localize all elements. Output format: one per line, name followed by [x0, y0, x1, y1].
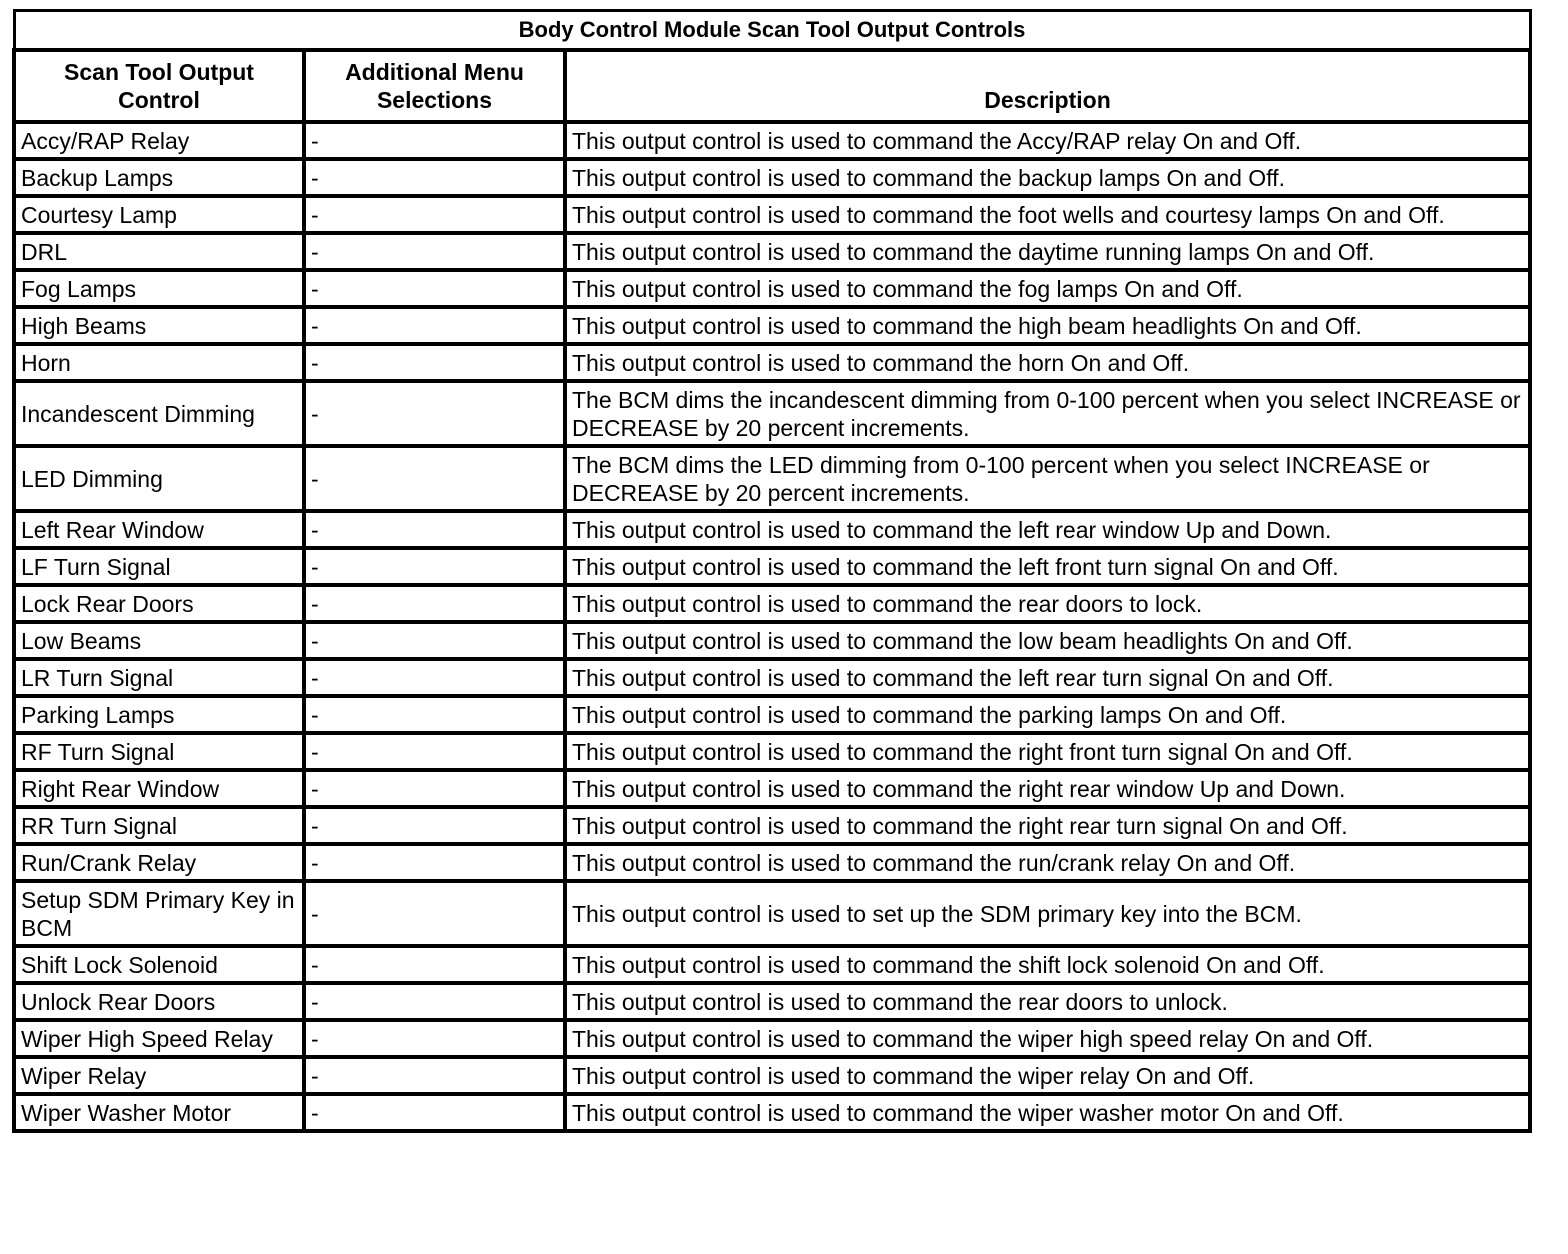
cell-control: Backup Lamps — [14, 159, 304, 196]
cell-menu: - — [304, 233, 565, 270]
table-row — [14, 446, 1530, 511]
cell-control: Incandescent Dimming — [14, 381, 304, 446]
output-controls-table — [12, 9, 1532, 1133]
cell-control: Low Beams — [14, 622, 304, 659]
cell-description: This output control is used to command the daytime running lamps On and Off. — [565, 233, 1530, 270]
cell-menu: - — [304, 733, 565, 770]
cell-control: Parking Lamps — [14, 696, 304, 733]
cell-control: RR Turn Signal — [14, 807, 304, 844]
cell-menu: - — [304, 1057, 565, 1094]
table-row — [14, 946, 1530, 983]
cell-menu: - — [304, 1020, 565, 1057]
cell-control: RF Turn Signal — [14, 733, 304, 770]
cell-control: LF Turn Signal — [14, 548, 304, 585]
cell-description: This output control is used to command the high beam headlights On and Off. — [565, 307, 1530, 344]
cell-menu: - — [304, 307, 565, 344]
cell-control: Courtesy Lamp — [14, 196, 304, 233]
cell-menu: - — [304, 159, 565, 196]
cell-description: The BCM dims the incandescent dimming from 0-100 percent when you select INCREASE or DECREASE by 20 percent increments. — [565, 381, 1530, 446]
table-row — [14, 585, 1530, 622]
cell-control: Wiper High Speed Relay — [14, 1020, 304, 1057]
cell-menu: - — [304, 983, 565, 1020]
table-row — [14, 844, 1530, 881]
header-row — [14, 50, 1530, 122]
table-row — [14, 881, 1530, 946]
cell-control: Setup SDM Primary Key in BCM — [14, 881, 304, 946]
cell-control: Left Rear Window — [14, 511, 304, 548]
cell-control: Unlock Rear Doors — [14, 983, 304, 1020]
cell-control: Run/Crank Relay — [14, 844, 304, 881]
cell-menu: - — [304, 696, 565, 733]
cell-menu: - — [304, 122, 565, 159]
cell-menu: - — [304, 770, 565, 807]
cell-description: This output control is used to command the rear doors to unlock. — [565, 983, 1530, 1020]
table-body — [14, 122, 1530, 1131]
cell-description: This output control is used to command the low beam headlights On and Off. — [565, 622, 1530, 659]
table-row — [14, 1020, 1530, 1057]
cell-menu: - — [304, 511, 565, 548]
cell-description: This output control is used to command the wiper relay On and Off. — [565, 1057, 1530, 1094]
cell-menu: - — [304, 659, 565, 696]
cell-control: LED Dimming — [14, 446, 304, 511]
cell-control: Horn — [14, 344, 304, 381]
header-control: Scan Tool Output Control — [14, 50, 304, 122]
cell-control: High Beams — [14, 307, 304, 344]
table-row — [14, 1094, 1530, 1131]
cell-description: This output control is used to command the foot wells and courtesy lamps On and Off. — [565, 196, 1530, 233]
cell-menu: - — [304, 196, 565, 233]
cell-control: Lock Rear Doors — [14, 585, 304, 622]
cell-description: This output control is used to command the backup lamps On and Off. — [565, 159, 1530, 196]
header-description: Description — [565, 50, 1530, 122]
cell-control: Accy/RAP Relay — [14, 122, 304, 159]
header-menu: Additional Menu Selections — [304, 50, 565, 122]
table-row — [14, 983, 1530, 1020]
cell-description: This output control is used to set up the SDM primary key into the BCM. — [565, 881, 1530, 946]
cell-control: Right Rear Window — [14, 770, 304, 807]
table-row — [14, 159, 1530, 196]
cell-menu: - — [304, 881, 565, 946]
cell-description: This output control is used to command the wiper washer motor On and Off. — [565, 1094, 1530, 1131]
cell-description: This output control is used to command the parking lamps On and Off. — [565, 696, 1530, 733]
cell-menu: - — [304, 270, 565, 307]
cell-description: The BCM dims the LED dimming from 0-100 percent when you select INCREASE or DECREASE by 20 percent increments. — [565, 446, 1530, 511]
cell-menu: - — [304, 807, 565, 844]
cell-description: This output control is used to command the rear doors to lock. — [565, 585, 1530, 622]
cell-description: This output control is used to command the Accy/RAP relay On and Off. — [565, 122, 1530, 159]
cell-control: Wiper Relay — [14, 1057, 304, 1094]
table-row — [14, 196, 1530, 233]
cell-menu: - — [304, 844, 565, 881]
cell-menu: - — [304, 344, 565, 381]
table-row — [14, 807, 1530, 844]
cell-description: This output control is used to command the run/crank relay On and Off. — [565, 844, 1530, 881]
table-row — [14, 381, 1530, 446]
cell-control: Fog Lamps — [14, 270, 304, 307]
cell-control: Wiper Washer Motor — [14, 1094, 304, 1131]
document — [12, 9, 1528, 1133]
table-row — [14, 270, 1530, 307]
cell-description: This output control is used to command the horn On and Off. — [565, 344, 1530, 381]
title-row — [14, 11, 1530, 51]
table-title: Body Control Module Scan Tool Output Controls — [14, 11, 1530, 51]
table-row — [14, 770, 1530, 807]
cell-description: This output control is used to command the fog lamps On and Off. — [565, 270, 1530, 307]
cell-description: This output control is used to command the wiper high speed relay On and Off. — [565, 1020, 1530, 1057]
cell-menu: - — [304, 446, 565, 511]
table-row — [14, 344, 1530, 381]
table-row — [14, 122, 1530, 159]
cell-description: This output control is used to command the right rear window Up and Down. — [565, 770, 1530, 807]
table-row — [14, 622, 1530, 659]
cell-description: This output control is used to command the shift lock solenoid On and Off. — [565, 946, 1530, 983]
table-row — [14, 659, 1530, 696]
cell-description: This output control is used to command the left rear window Up and Down. — [565, 511, 1530, 548]
table-row — [14, 511, 1530, 548]
cell-control: LR Turn Signal — [14, 659, 304, 696]
cell-menu: - — [304, 622, 565, 659]
table-row — [14, 307, 1530, 344]
cell-menu: - — [304, 585, 565, 622]
cell-description: This output control is used to command the left front turn signal On and Off. — [565, 548, 1530, 585]
cell-control: Shift Lock Solenoid — [14, 946, 304, 983]
table-row — [14, 733, 1530, 770]
cell-description: This output control is used to command the left rear turn signal On and Off. — [565, 659, 1530, 696]
cell-control: DRL — [14, 233, 304, 270]
cell-menu: - — [304, 381, 565, 446]
cell-menu: - — [304, 1094, 565, 1131]
table-row — [14, 696, 1530, 733]
cell-menu: - — [304, 946, 565, 983]
table-row — [14, 1057, 1530, 1094]
table-row — [14, 233, 1530, 270]
cell-description: This output control is used to command the right rear turn signal On and Off. — [565, 807, 1530, 844]
table-row — [14, 548, 1530, 585]
cell-menu: - — [304, 548, 565, 585]
cell-description: This output control is used to command the right front turn signal On and Off. — [565, 733, 1530, 770]
